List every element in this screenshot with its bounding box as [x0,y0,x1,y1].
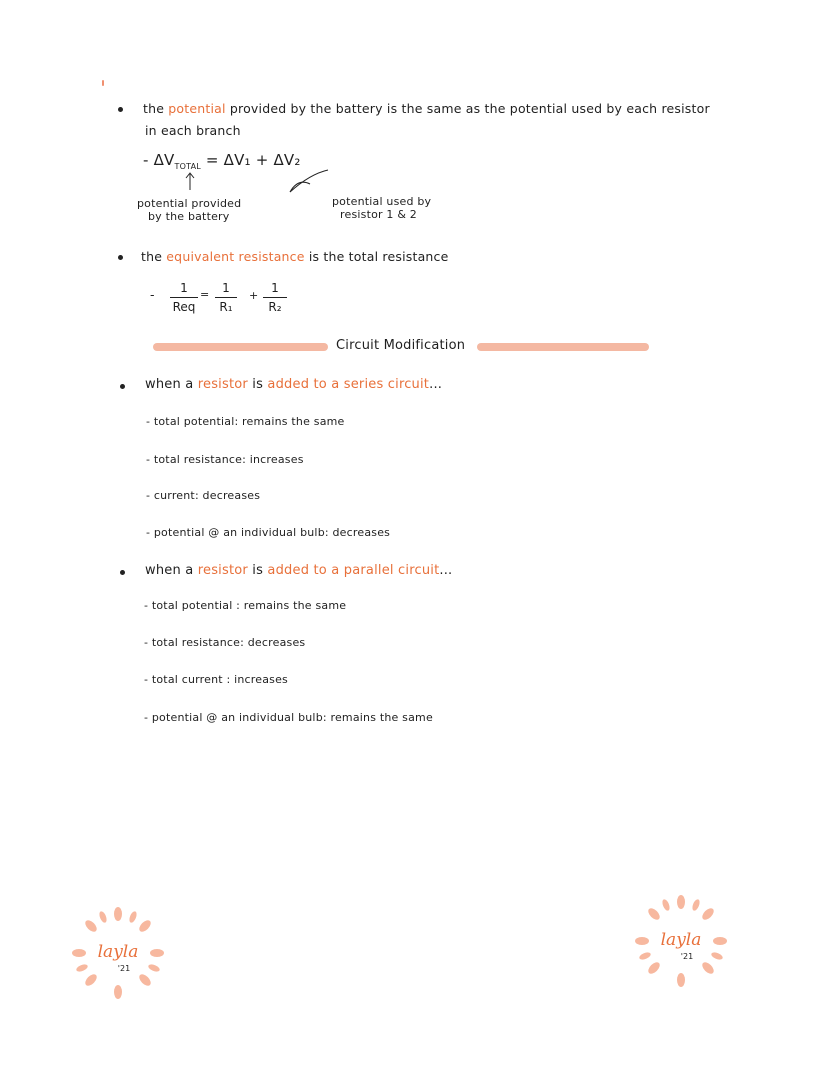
list-item: - potential @ an individual bulb: decreases [146,526,391,539]
list-item: - total resistance: increases [146,453,304,466]
series-heading: when a resistor is added to a series circuit... [145,377,443,392]
fraction-req: 1 Req [170,281,198,314]
list-item: - current: decreases [146,489,261,502]
fraction-r1: 1 R₁ [215,281,237,314]
bullet [118,107,123,112]
layla-sun-logo [70,905,166,1001]
divider-bar-right [477,343,649,351]
note-right-2: resistor 1 & 2 [340,208,417,221]
list-item: - potential @ an individual bulb: remains the same [144,711,433,724]
note-right-1: potential used by [332,195,432,208]
text-line: the equivalent resistance is the total resistance [141,249,449,264]
svg-text:layla: layla [97,942,139,962]
equation-voltage: - $\Delta V_{TOTAL} = \Delta V_1 + \Delta V_2$ [143,151,301,171]
eq-dash: - [150,287,155,302]
layla-sun-logo [633,893,729,989]
note-left-1: potential provided [137,197,242,210]
svg-text:layla: layla [660,930,702,950]
list-item: - total potential: remains the same [146,415,345,428]
bullet [118,255,123,260]
list-item: - total potential : remains the same [144,599,347,612]
bullet [120,384,125,389]
list-item: - total current : increases [144,673,288,686]
section-title: Circuit Modification [336,338,466,353]
text-line: in each branch [145,123,241,138]
divider-bar-left [153,343,328,351]
eq-equals: = [200,288,210,301]
corner-mark [102,80,104,86]
svg-text:'21: '21 [117,964,131,973]
list-item: - total resistance: decreases [144,636,306,649]
svg-text:'21: '21 [680,952,694,961]
text-line: the potential provided by the battery is the same as the potential used by each resistor [143,101,710,116]
note-left-2: by the battery [148,210,230,223]
parallel-heading: when a resistor is added to a parallel circuit... [145,563,453,578]
eq-plus: + [249,289,259,302]
bullet [120,570,125,575]
fraction-r2: 1 R₂ [263,281,287,314]
arrows-annotation [170,168,340,198]
